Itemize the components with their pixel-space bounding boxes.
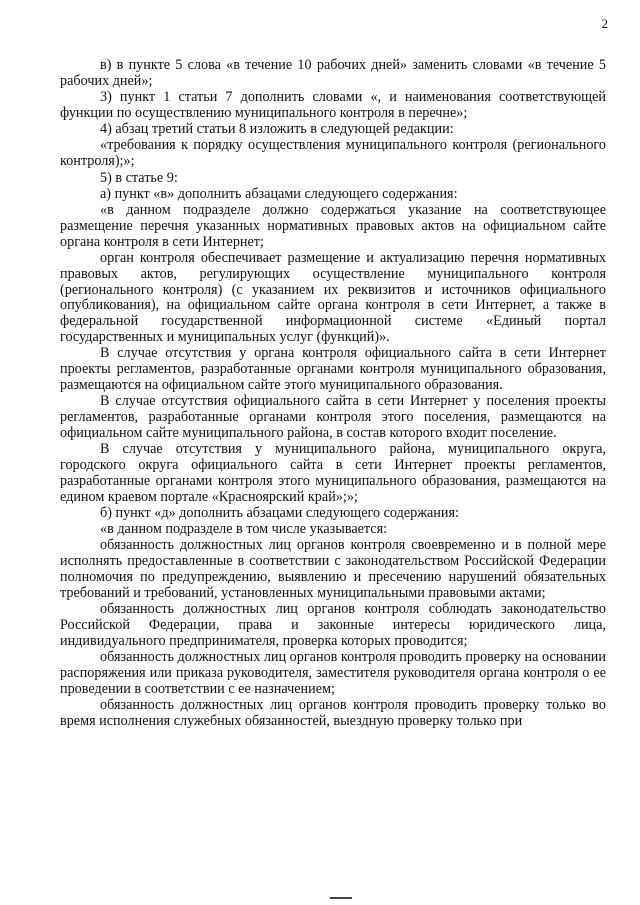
paragraph: В случае отсутствия у муниципального района, муниципального округа, городского округа официального сайта в сети Интернет проекты регламентов, разработанные органами контроля этого муниципального образования, размещаются на едином краевом портале «Красноярский край»;»;	[60, 441, 606, 505]
paragraph: В случае отсутствия официального сайта в сети Интернет у поселения проекты регламентов, разработанные органами контроля этого поселения, размещаются на официальном сайте муниципального района, в состав которого входит поселение.	[60, 393, 606, 441]
paragraph: а) пункт «в» дополнить абзацами следующего содержания:	[100, 185, 458, 202]
paragraph: в) в пункте 5 слова «в течение 10 рабочих дней» заменить словами «в течение 5 рабочих дней»;	[60, 57, 606, 89]
paragraph: б) пункт «д» дополнить абзацами следующего содержания:	[100, 504, 459, 521]
paragraph: обязанность должностных лиц органов контроля соблюдать законодательство Российской Федерации, права и законные интересы юридического лица, индивидуального предпринимателя, проверка которых проводится;	[60, 601, 606, 649]
paragraph: «в данном подразделе должно содержаться указание на соответствующее размещение перечня указанных нормативных правовых актов на официальном сайте органа контроля в сети Интернет;	[60, 202, 606, 250]
paragraph: 5) в статье 9:	[100, 169, 178, 186]
paragraph: 3) пункт 1 статьи 7 дополнить словами «, и наименования соответствующей функции по осуществлению муниципального контроля в перечне»;	[60, 89, 606, 121]
paragraph: «в данном подразделе в том числе указывается:	[100, 521, 388, 538]
paragraph: 4) абзац третий статьи 8 изложить в следующей редакции:	[100, 121, 454, 138]
paragraph: обязанность должностных лиц органов контроля проводить проверку только во время исполнения служебных обязанностей, выездную проверку только при	[60, 696, 606, 729]
footer-mark	[330, 897, 352, 899]
page-number: 2	[601, 16, 608, 31]
paragraph: орган контроля обеспечивает размещение и актуализацию перечня нормативных правовых актов, регулирующих осуществление муниципального контроля (регионального контроля) (с указанием их реквизитов и источников официального опубликования), на официальном сайте органа контроля в сети Интернет, а также в федеральной государственной информационной системе «Единый портал государственных и муниципальных услуг (функций)».	[60, 250, 606, 346]
document-body	[60, 58, 606, 730]
paragraph: обязанность должностных лиц органов контроля своевременно и в полной мере исполнять предоставленные в соответствии с законодательством Российской Федерации полномочия по предупреждению, выявлению и пресечению нарушений обязательных требований и требований, установленных муниципальными правовыми актами;	[60, 537, 606, 601]
paragraph: В случае отсутствия у органа контроля официального сайта в сети Интернет проекты регламентов, разработанные органами контроля муниципального образования, размещаются на официальном сайте этого муниципального образования.	[60, 345, 606, 393]
paragraph: обязанность должностных лиц органов контроля проводить проверку на основании распоряжения или приказа руководителя, заместителя руководителя органа контроля о ее проведении в соответствии с ее назначением;	[60, 648, 606, 697]
paragraph: «требования к порядку осуществления муниципального контроля (регионального контроля);»;	[60, 137, 606, 170]
